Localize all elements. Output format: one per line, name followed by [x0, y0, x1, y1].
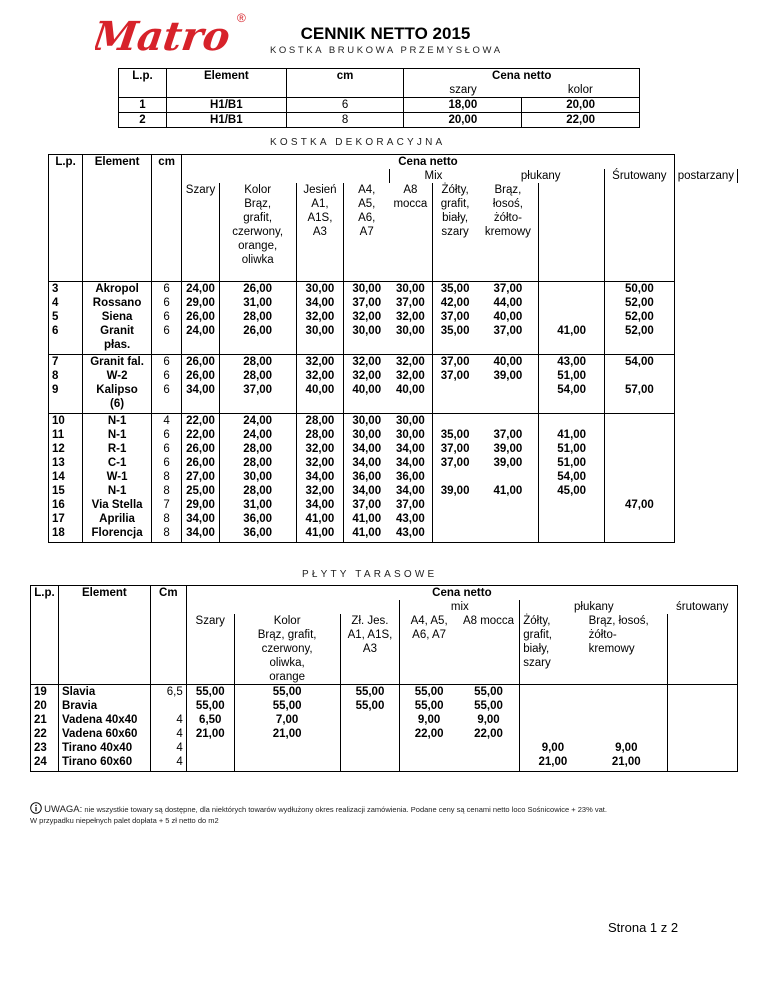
col-a4: A4, A5, A6, A7 — [400, 614, 458, 685]
cell-cm: 6,5 4 4 4 4 — [150, 685, 186, 772]
cell-a4: 32,00 32,00 40,00 — [344, 354, 389, 413]
cell-szary: 18,00 — [404, 98, 522, 113]
cell-postarzany: 50,00 52,00 52,00 52,00 — [604, 281, 674, 354]
table-row — [119, 98, 640, 113]
col-mix: Mix — [389, 169, 477, 183]
table-row-group — [49, 413, 738, 542]
cell-lp: 19 20 21 22 23 24 — [31, 685, 59, 772]
cell-zolty: 37,00 37,00 — [432, 354, 477, 413]
col-szary: Szary — [186, 614, 234, 685]
cell-zolty: 9,00 21,00 — [520, 685, 586, 772]
cell-srutowany: 43,00 51,00 54,00 — [539, 354, 605, 413]
cell-cm: 6 6 6 6 — [152, 281, 182, 354]
note — [30, 802, 607, 815]
cell-srutowany: 41,00 51,00 51,00 54,00 45,00 — [539, 413, 605, 542]
cell-kolor: 55,00 55,00 7,00 21,00 — [234, 685, 340, 772]
cell-element: Granit fal. W-2 Kalipso (6) — [83, 354, 152, 413]
cell-braz: 37,00 44,00 40,00 37,00 — [477, 281, 538, 354]
cell-kolor: 20,00 — [522, 98, 640, 113]
col-srutowany: Śrutowany — [604, 169, 674, 183]
col-cm: Cm — [150, 586, 186, 615]
cell-lp: 2 — [119, 113, 167, 128]
section-title-decorative: KOSTKA DEKORACYJNA — [270, 137, 446, 148]
col-mix: mix — [400, 600, 520, 614]
cell-element: H1/B1 — [166, 113, 286, 128]
cell-szary: 55,00 55,00 6,50 21,00 — [186, 685, 234, 772]
col-szary: Szary — [182, 183, 220, 281]
cell-postarzany: 47,00 — [604, 413, 674, 542]
cell-zolty: 35,00 42,00 37,00 35,00 — [432, 281, 477, 354]
col-jesien-list: A1, A1S, A3 — [307, 198, 333, 238]
table-decorative — [48, 154, 738, 543]
cell-element: Slavia Bravia Vadena 40x40 Vadena 60x60 Tirano 40x40 Tirano 60x60 — [58, 685, 150, 772]
col-price: Cena netto — [404, 69, 640, 84]
cell-lp: 3 4 5 6 — [49, 281, 83, 354]
cell-jesien: 28,00 28,00 32,00 32,00 34,00 32,00 34,00 41,00 41,00 — [296, 413, 344, 542]
cell-a8: 55,00 55,00 9,00 22,00 — [458, 685, 520, 772]
col-a8: A8 mocca — [458, 614, 520, 685]
svg-text:Matro: Matro — [95, 13, 233, 56]
note-text: nie wszystkie towary są dostępne, dla niektórych towarów wydłużony okres realizacji zamówienia. Podane ceny są cenami netto loco Sośnicowice + 23% vat. — [84, 805, 607, 814]
cell-szary: 24,00 29,00 26,00 24,00 — [182, 281, 220, 354]
note-line2: W przypadku niepełnych palet dopłata + 5 zł netto do m2 — [30, 816, 219, 825]
col-price: Cena netto — [186, 586, 737, 601]
table-row-group — [49, 281, 738, 354]
cell-braz: 40,00 39,00 — [477, 354, 538, 413]
matro-logo — [95, 10, 265, 56]
cell-element: Akropol Rossano Siena Granit płas. — [83, 281, 152, 354]
col-zolty: Żółty, grafit, biały, szary — [520, 614, 586, 685]
cell-braz: 9,00 21,00 — [586, 685, 668, 772]
cell-a8: 32,00 32,00 40,00 — [389, 354, 432, 413]
cell-cm: 8 — [286, 113, 404, 128]
col-srutowany: śrutowany — [667, 600, 737, 614]
col-plukany: płukany — [520, 600, 668, 614]
cell-zolty: 35,00 37,00 37,00 39,00 — [432, 413, 477, 542]
col-kolor — [219, 183, 296, 281]
col-cm: cm — [152, 155, 182, 184]
col-lp: L.p. — [49, 155, 83, 184]
col-braz: Brąz, łosoś, żółto- kremowy — [477, 183, 538, 281]
col-braz: Brąz, łosoś, żółto- kremowy — [586, 614, 668, 685]
col-kolor-list: Brąz, grafit, czerwony, orange, oliwka — [232, 198, 284, 266]
info-icon — [30, 802, 42, 814]
cell-lp: 10 11 12 13 14 15 16 17 18 — [49, 413, 83, 542]
cell-srutowany — [667, 685, 737, 772]
col-jesien — [296, 183, 344, 281]
table-row-group — [49, 354, 738, 413]
cell-a4: 55,00 55,00 9,00 22,00 — [400, 685, 458, 772]
cell-postarzany: 54,00 57,00 — [604, 354, 674, 413]
col-szary: szary — [404, 83, 522, 98]
cell-jesien: 30,00 34,00 32,00 30,00 — [296, 281, 344, 354]
table-row-group — [31, 685, 738, 772]
col-plukany: płukany — [477, 169, 604, 183]
col-kolor — [234, 614, 340, 685]
col-postarzany: postarzany — [674, 169, 737, 183]
cell-element: H1/B1 — [166, 98, 286, 113]
cell-a4: 30,00 37,00 32,00 30,00 — [344, 281, 389, 354]
table-row — [119, 113, 640, 128]
col-kolor-title: Kolor — [244, 184, 272, 196]
cell-srutowany: 41,00 — [539, 281, 605, 354]
cell-a8: 30,00 37,00 32,00 30,00 — [389, 281, 432, 354]
cell-cm: 6 6 6 — [152, 354, 182, 413]
col-jesien-title: Jesień — [303, 184, 337, 196]
col-lp: L.p. — [31, 586, 59, 615]
cell-szary: 22,00 22,00 26,00 26,00 27,00 25,00 29,00 34,00 34,00 — [182, 413, 220, 542]
cell-cm: 4 6 6 6 8 8 7 8 8 — [152, 413, 182, 542]
cell-lp: 1 — [119, 98, 167, 113]
cell-braz: 37,00 39,00 39,00 41,00 — [477, 413, 538, 542]
col-kolor-list: Brąz, grafit, czerwony, oliwka, orange — [257, 629, 317, 683]
cell-jesien: 32,00 32,00 40,00 — [296, 354, 344, 413]
section-title-terrace: PŁYTY TARASOWE — [302, 569, 438, 580]
cell-a8: 30,00 30,00 34,00 34,00 36,00 34,00 37,00 43,00 43,00 — [389, 413, 432, 542]
col-kolor: kolor — [522, 83, 640, 98]
table-terrace — [30, 585, 738, 772]
note-label: UWAGA: — [44, 804, 83, 815]
page-title: CENNIK NETTO 2015 — [300, 24, 471, 43]
cell-kolor: 26,00 31,00 28,00 26,00 — [219, 281, 296, 354]
table-industrial — [118, 68, 640, 128]
col-element: Element — [58, 586, 150, 615]
cell-a4: 30,00 30,00 34,00 34,00 36,00 34,00 37,00 41,00 41,00 — [344, 413, 389, 542]
cell-szary: 20,00 — [404, 113, 522, 128]
col-zl-jes: Zł. Jes. A1, A1S, A3 — [340, 614, 400, 685]
col-cm: cm — [286, 69, 404, 98]
col-element: Element — [83, 155, 152, 184]
col-element: Element — [166, 69, 286, 98]
cell-szary: 26,00 26,00 34,00 — [182, 354, 220, 413]
col-zolty: Żółty, grafit, biały, szary — [432, 183, 477, 281]
col-a4: A4, A5, A6, A7 — [344, 183, 389, 281]
page-subtitle: KOSTKA BRUKOWA PRZEMYSŁOWA — [270, 45, 503, 56]
col-kolor-title: Kolor — [273, 615, 301, 627]
cell-kolor: 28,00 28,00 37,00 — [219, 354, 296, 413]
cell-kolor: 24,00 24,00 28,00 28,00 30,00 28,00 31,00 36,00 36,00 — [219, 413, 296, 542]
cell-element: N-1 N-1 R-1 C-1 W-1 N-1 Via Stella Aprilia Florencja — [83, 413, 152, 542]
cell-kolor: 22,00 — [522, 113, 640, 128]
cell-cm: 6 — [286, 98, 404, 113]
page-number: Strona 1 z 2 — [608, 920, 679, 935]
col-a8: A8 mocca — [389, 183, 432, 281]
cell-zl-jes: 55,00 55,00 — [340, 685, 400, 772]
cell-lp: 7 8 9 — [49, 354, 83, 413]
registered-mark: ® — [237, 11, 246, 25]
col-lp: L.p. — [119, 69, 167, 98]
col-price: Cena netto — [182, 155, 675, 170]
